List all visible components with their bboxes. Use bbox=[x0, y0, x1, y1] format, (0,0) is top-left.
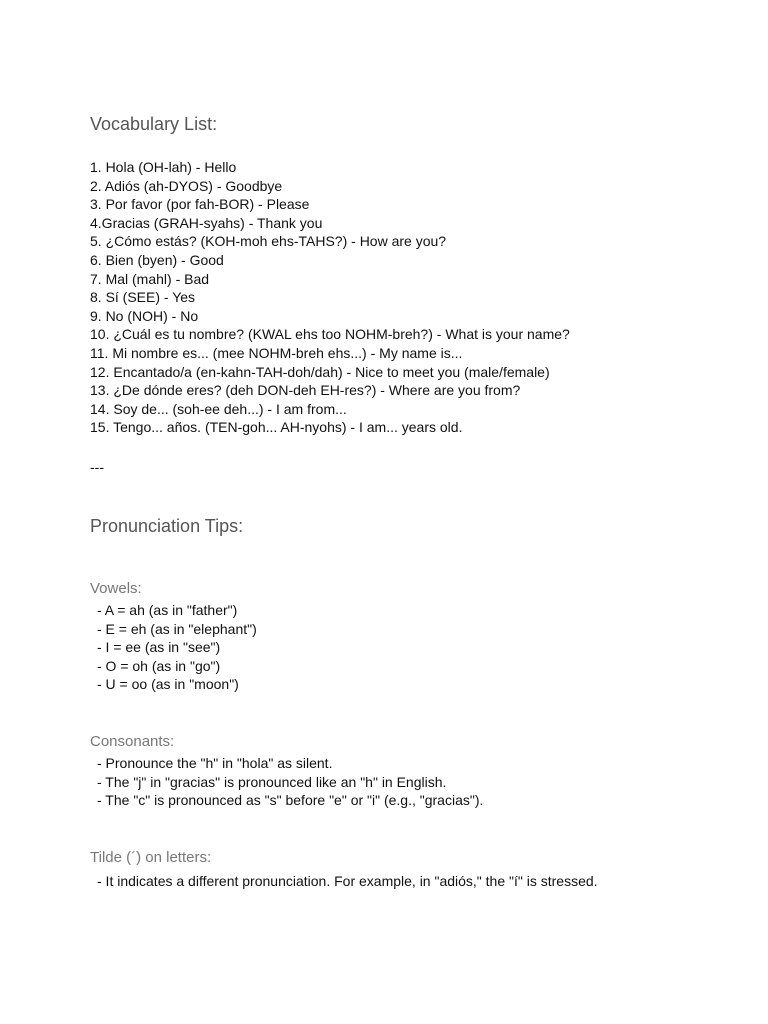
pronunciation-heading: Pronunciation Tips: bbox=[90, 516, 244, 536]
vocabulary-item: 6. Bien (byen) - Good bbox=[90, 251, 224, 268]
vocabulary-item: 9. No (NOH) - No bbox=[90, 307, 199, 324]
vowel-item: - I = ee (as in "see") bbox=[97, 639, 221, 656]
vowel-item: - O = oh (as in "go") bbox=[97, 657, 221, 674]
section-separator: --- bbox=[90, 459, 104, 475]
vocabulary-item: 11. Mi nombre es... (mee NOHM-breh ehs...) - My name is... bbox=[90, 344, 463, 361]
vocabulary-item: 8. Sí (SEE) - Yes bbox=[90, 289, 196, 306]
consonants-heading: Consonants: bbox=[90, 733, 175, 750]
vocabulary-item: 15. Tengo... años. (TEN-goh... AH-nyohs) - I am... years old. bbox=[90, 419, 463, 436]
tilde-item: - It indicates a different pronunciation. For example, in "adiós," the "í" is stressed. bbox=[97, 873, 598, 889]
vocabulary-item: 5. ¿Cómo estás? (KOH-moh ehs-TAHS?) - How are you? bbox=[90, 233, 447, 250]
vocabulary-list bbox=[90, 158, 570, 437]
vowels-list bbox=[97, 601, 257, 694]
vocabulary-item: 13. ¿De dónde eres? (deh DON-deh EH-res?) - Where are you from? bbox=[90, 382, 521, 399]
vocabulary-item: 12. Encantado/a (en-kahn-TAH-doh/dah) - Nice to meet you (male/female) bbox=[90, 363, 550, 380]
vowel-item: - U = oo (as in "moon") bbox=[97, 676, 239, 693]
vocabulary-item: 10. ¿Cuál es tu nombre? (KWAL ehs too NOHM-breh?) - What is your name? bbox=[90, 326, 570, 343]
vocabulary-item: 3. Por favor (por fah-BOR) - Please bbox=[90, 196, 310, 213]
consonants-list bbox=[97, 754, 483, 810]
tilde-list bbox=[97, 872, 598, 891]
consonant-item: - The "j" in "gracias" is pronounced like an "h" in English. bbox=[97, 773, 447, 790]
vocabulary-item: 4.Gracias (GRAH-syahs) - Thank you bbox=[90, 214, 323, 231]
vocabulary-item: 7. Mal (mahl) - Bad bbox=[90, 270, 210, 287]
vocabulary-item: 1. Hola (OH-lah) - Hello bbox=[90, 159, 237, 175]
consonant-item: - Pronounce the "h" in "hola" as silent. bbox=[97, 755, 333, 771]
vocabulary-item: 2. Adiós (ah-DYOS) - Goodbye bbox=[90, 177, 283, 194]
tilde-heading: Tilde (´) on letters: bbox=[90, 849, 212, 866]
vocabulary-item: 14. Soy de... (soh-ee deh...) - I am from... bbox=[90, 400, 347, 417]
vocabulary-heading: Vocabulary List: bbox=[90, 114, 218, 134]
vowel-item: - A = ah (as in "father") bbox=[97, 602, 238, 618]
vowels-heading: Vowels: bbox=[90, 580, 142, 597]
vowel-item: - E = eh (as in "elephant") bbox=[97, 620, 257, 637]
consonant-item: - The "c" is pronounced as "s" before "e" or "i" (e.g., "gracias"). bbox=[97, 792, 484, 809]
